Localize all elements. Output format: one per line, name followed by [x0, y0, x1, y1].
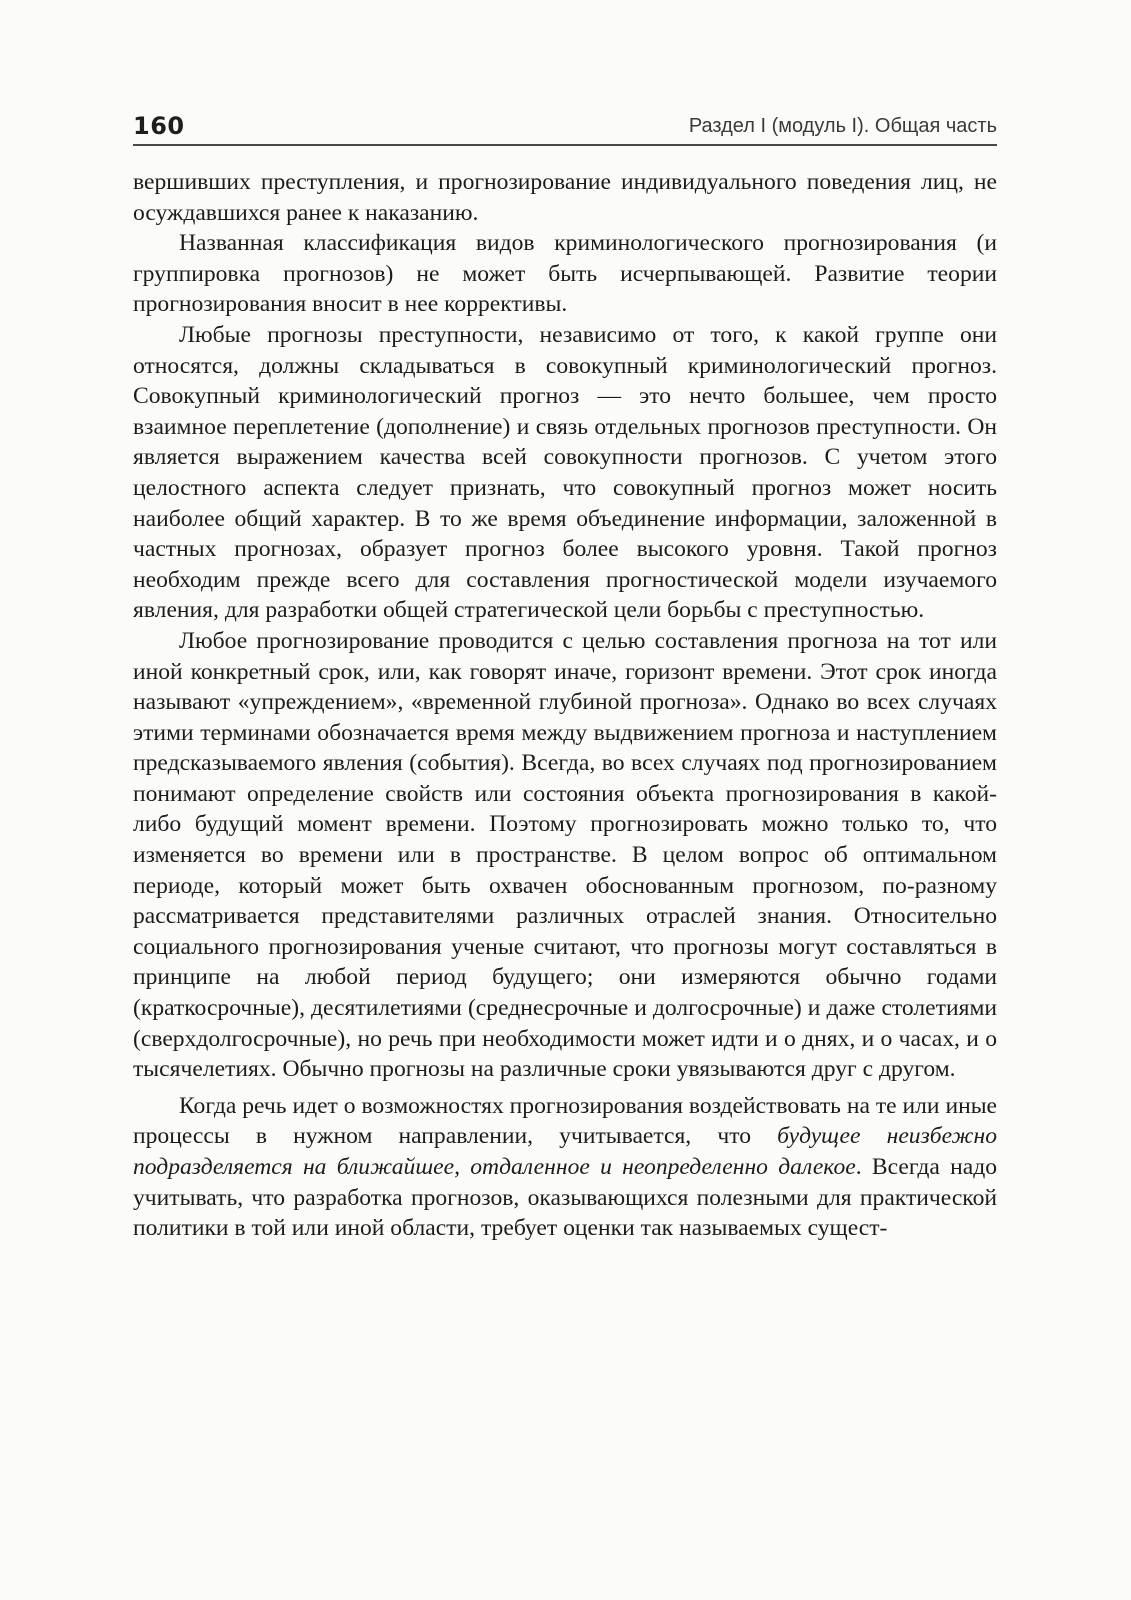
- paragraph-continuation: вершивших преступления, и прогнозирование индивидуального поведения лиц, не осуждавшихся ранее к наказанию.: [133, 169, 997, 226]
- paragraph-text-after: . Всегда надо учитывать, что разработка прогнозов, оказывающихся полезными для практической политики в той или иной области, требует оценки так называемых сущест-: [133, 1154, 997, 1242]
- body-text: [133, 167, 997, 1244]
- paragraph-aggregate-forecast: Любые прогнозы преступности, независимо от того, к какой группе они относятся, должны складываться в совокупный криминологический прогноз. Совокупный криминологический прогноз — это нечто большее, чем просто взаимное переплетение (дополнение) и связь отдельных прогнозов преступности. Он является выражением качества всей совокупности прогнозов. С учетом этого целостного аспекта следует признать, что совокупный прогноз может носить наиболее общий характер. В то же время объединение информации, заложенной в частных прогнозах, образует прогноз более высокого уровня. Такой прогноз необходим прежде всего для составления прогностической модели изучаемого явления, для разработки общей стратегической цели борьбы с преступностью.: [133, 321, 997, 624]
- page-header: [133, 106, 997, 146]
- paragraph-forecast-horizon: Любое прогнозирование проводится с целью составления прогноза на тот или иной конкретный срок, или, как говорят иначе, горизонт времени. Этот срок иногда называют «упреждением», «временной глубиной прогноза». Однако во всех случаях этими терминами обозначается время между выдвижением прогноза и наступлением предсказываемого явления (события). Всегда, во всех случаях под прогнозированием понимают определение свойств или состояния объекта прогнозирования в какой-либо будущий момент времени. Поэтому прогнозировать можно только то, что изменяется во времени или в пространстве. В целом вопрос об оптимальном периоде, который может быть охвачен обоснованным прогнозом, по-разному рассматривается представителями различных отраслей знания. Относительно социального прогнозирования ученые считают, что прогнозы могут составляться в принципе на любой период будущего; они измеряются обычно годами (краткосрочные), десятилетиями (среднесрочные и долгосрочные) и даже столетиями (сверхдолгосрочные), но речь при необходимости может идти и о днях, и о часах, и о тысячелетиях. Обычно прогнозы на различные сроки увязываются друг с другом.: [133, 627, 997, 1083]
- paragraph-future-division: [133, 1091, 997, 1244]
- paragraph-text-before: Когда речь идет о возможностях прогнозирования воздействовать на те или иные процессы в нужном направлении, учитывается, что: [133, 1092, 998, 1150]
- running-title: Раздел I (модуль I). Общая часть: [688, 115, 997, 137]
- italic-emphasis: будущее неизбежно подразделяется на ближайшее, отдаленное и неопределенно далекое: [133, 1123, 997, 1180]
- page-number: 160: [133, 112, 185, 140]
- paragraph-classification: Названная классификация видов криминологического прогнозирования (и группировка прогнозов) не может быть исчерпывающей. Развитие теории прогнозирования вносит в нее коррективы.: [133, 230, 997, 318]
